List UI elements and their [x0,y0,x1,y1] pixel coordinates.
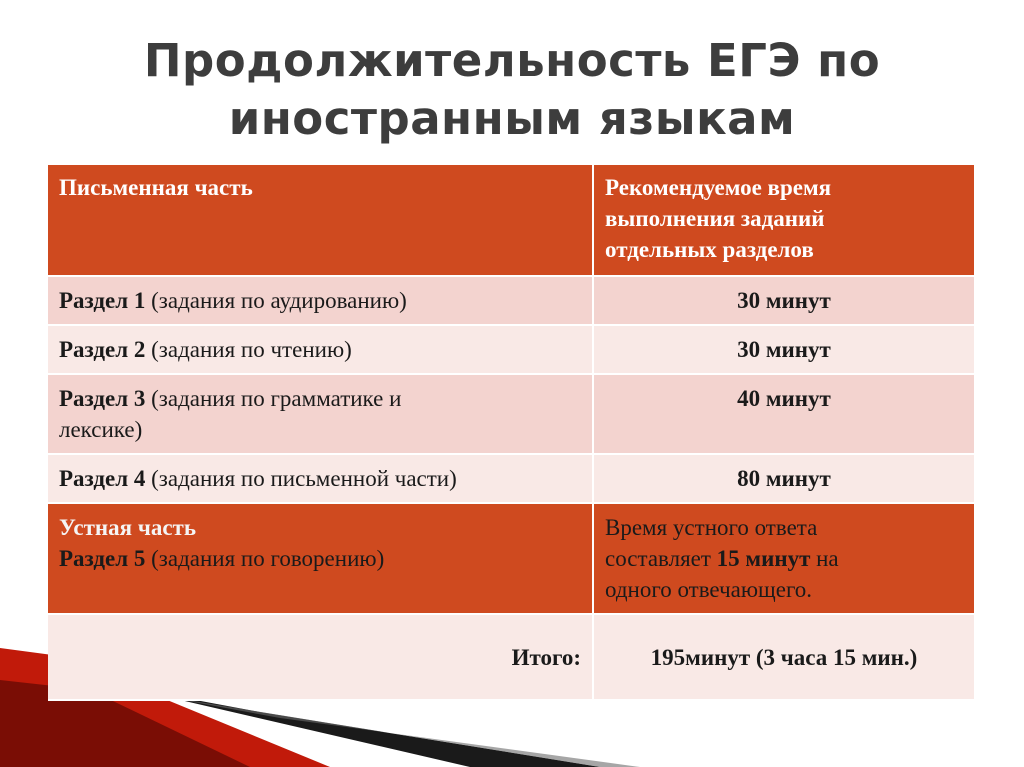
section-desc-cont: лексике) [59,417,143,442]
oral-part-label: Устная часть [59,515,196,540]
table-row [48,326,974,375]
row-time-cell [594,277,974,326]
total-label-cell [48,615,594,701]
section-time: 30 минут [737,337,831,362]
title-line-2: иностранным языкам [228,92,796,145]
oral-time-line-1: Время устного ответа [605,515,818,540]
oral-time-pre: составляет [605,546,717,571]
section-desc: (задания по грамматике и [145,386,402,411]
section-label: Раздел 1 [59,288,146,313]
page-title [0,32,1024,148]
section-label: Раздел 3 [59,386,146,411]
header-time-line-1: Рекомендуемое время [605,175,832,200]
header-time-line-2: выполнения заданий [605,206,825,231]
total-label: Итого: [511,644,581,670]
oral-part-row [48,504,974,615]
row-section-cell [48,375,594,455]
section-label: Раздел 5 [59,546,146,571]
table-row [48,455,974,504]
section-desc: (задания по письменной части) [145,466,457,491]
section-time: 40 минут [737,386,831,411]
total-value-cell [594,615,974,701]
section-desc: (задания по аудированию) [145,288,407,313]
table-header-row [48,165,974,277]
section-time: 30 минут [737,288,831,313]
total-row [48,615,974,701]
row-time-cell [594,455,974,504]
section-desc: (задания по говорению) [145,546,385,571]
oral-time-line-3: одного отвечающего. [605,577,813,602]
section-time: 80 минут [737,466,831,491]
header-written-part: Письменная часть [48,165,594,277]
section-desc: (задания по чтению) [145,337,352,362]
oral-time-post: на [810,546,839,571]
row-section-cell [48,326,594,375]
section-label: Раздел 2 [59,337,146,362]
header-recommended-time [594,165,974,277]
title-line-1: Продолжительность ЕГЭ по [143,34,881,87]
row-time-cell [594,375,974,455]
row-section-cell [48,455,594,504]
oral-time-bold: 15 минут [716,546,811,571]
oral-time-cell [594,504,974,615]
table-row [48,375,974,455]
row-section-cell [48,277,594,326]
section-label: Раздел 4 [59,466,146,491]
total-value: 195минут (3 часа 15 мин.) [650,644,918,670]
row-time-cell [594,326,974,375]
oral-section-cell [48,504,594,615]
table-row [48,277,974,326]
header-time-line-3: отдельных разделов [605,237,814,262]
exam-duration-table [48,165,974,701]
